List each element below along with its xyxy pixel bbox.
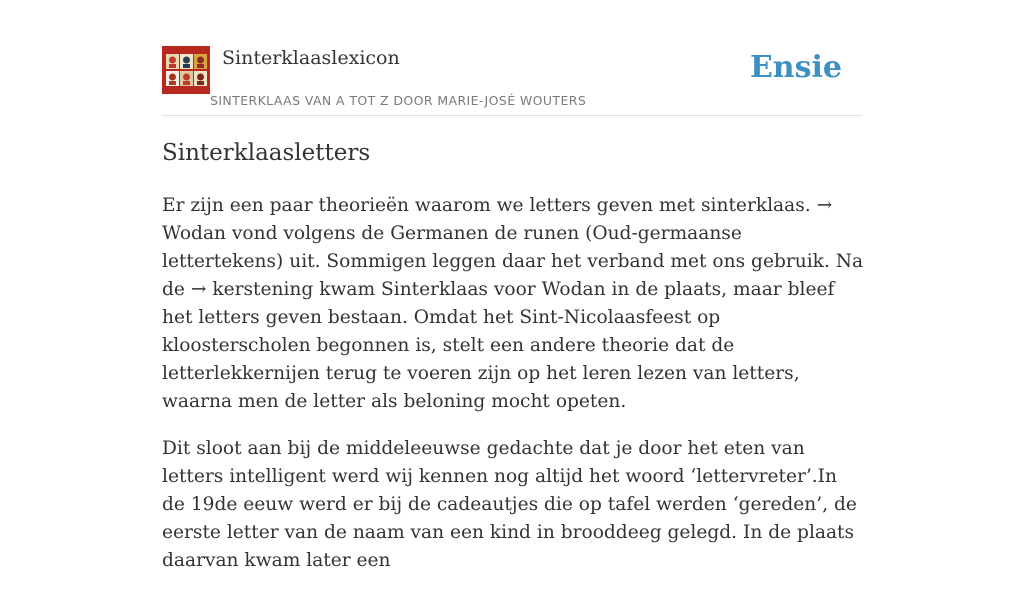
paragraph-1-text-a: Er zijn een paar theorieën waarom we letters geven met sinterklaas. [162, 195, 817, 216]
site-title[interactable]: Sinterklaaslexicon [222, 47, 400, 69]
ensie-logo[interactable]: Ensie [749, 50, 842, 85]
page-title: Sinterklaasletters [162, 140, 371, 166]
link-wodan[interactable]: → Wodan [162, 195, 833, 244]
paragraph-1-text-b: vond volgens de Germanen de runen (Oud-germaanse lettertekens) uit. Sommigen leggen daar het verband met ons gebruik. Na de [162, 223, 864, 300]
link-kerstening[interactable]: → kerstening [190, 279, 314, 300]
paragraph-1-text-c: kwam Sinterklaas voor Wodan in de plaats, maar bleef het letters geven bestaan. Omdat het Sint-Nicolaasfeest op kloosterscholen begonnen is, stelt een andere theorie dat de letterlekkernijen terug te voeren zijn op het leren lezen van letters, waarna men de letter als beloning mocht opeten. [162, 279, 835, 412]
sinterklaas-avatar-icon[interactable] [162, 46, 210, 94]
paragraph-1 [162, 192, 864, 416]
article-body [162, 192, 864, 594]
paragraph-2: Dit sloot aan bij de middeleeuwse gedachte dat je door het eten van letters intelligent werd wij kennen nog altijd het woord ‘lettervreter’.In de 19de eeuw werd er bij de cadeautjes die op tafel werden ‘gereden’, de eerste letter van de naam van een kind in brooddeeg gelegd. In de plaats daarvan kwam later een [162, 438, 857, 571]
site-subtitle: SINTERKLAAS VAN A TOT Z DOOR MARIE-JOSÉ WOUTERS [210, 93, 587, 108]
site-header [162, 46, 862, 116]
